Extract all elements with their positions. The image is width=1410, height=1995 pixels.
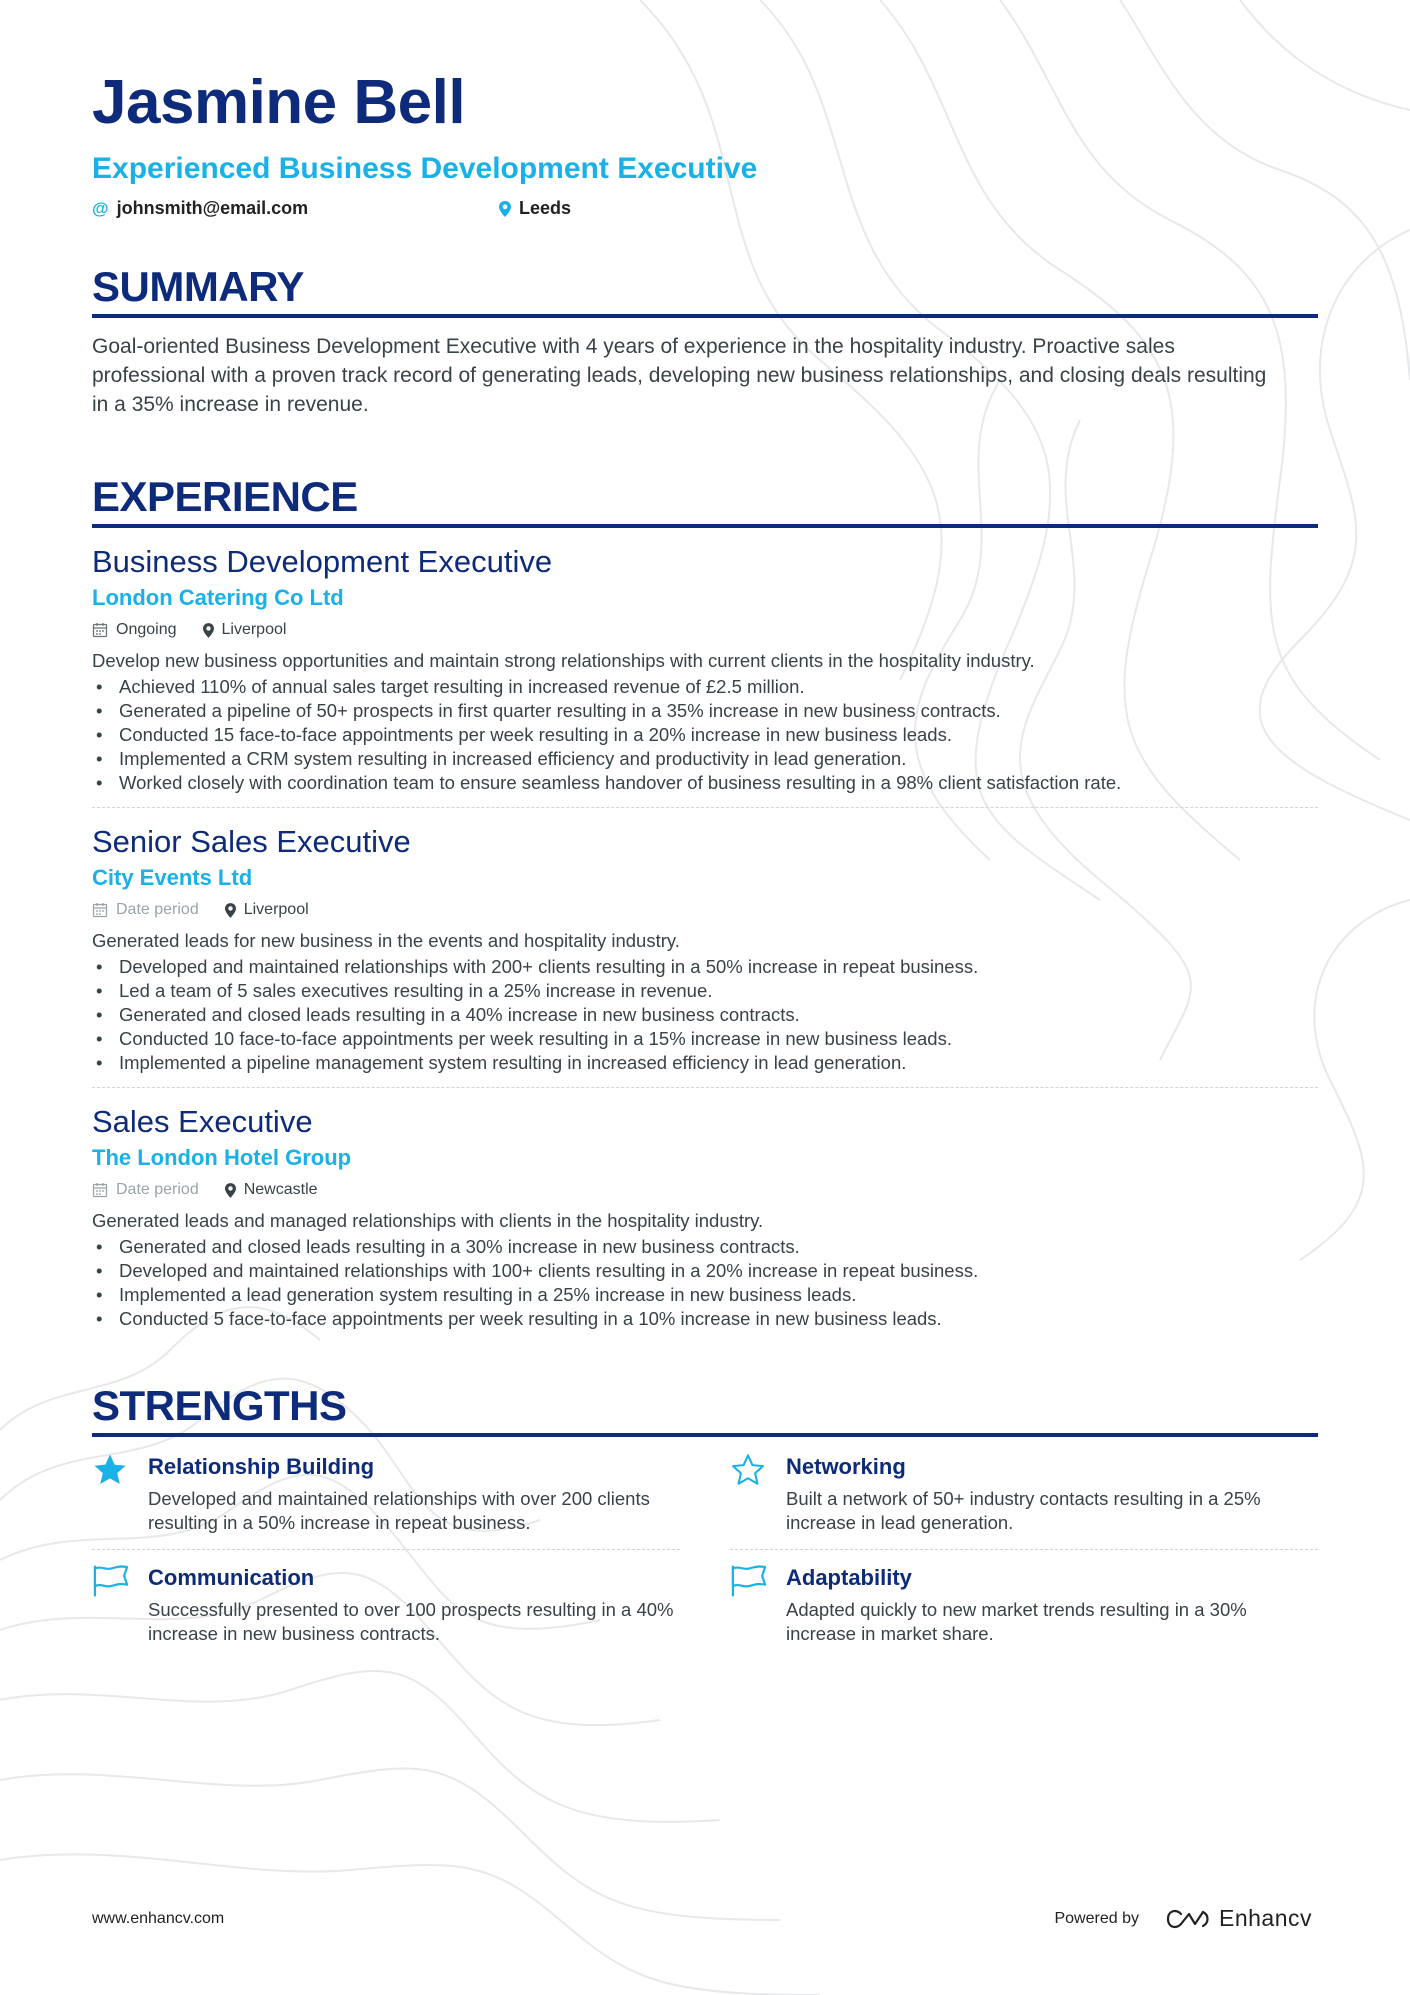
list-item: • Generated a pipeline of 50+ prospects in first quarter resulting in a 35% increase in new business contracts. <box>92 699 1318 723</box>
strengths-grid <box>92 1453 1318 1646</box>
location-text: Leeds <box>519 198 572 218</box>
job-description: Generated leads for new business in the events and hospitality industry. <box>92 930 680 951</box>
list-item: • Achieved 110% of annual sales target resulting in increased revenue of £2.5 million. <box>92 675 1318 699</box>
candidate-name: Jasmine Bell <box>92 68 466 137</box>
job-company: The London Hotel Group <box>92 1145 352 1170</box>
job-meta <box>92 1181 1318 1199</box>
job-location-text: Liverpool <box>243 901 309 918</box>
strength-description: Successfully presented to over 100 prospects resulting in a 40% increase in new business contracts. <box>148 1599 674 1644</box>
job-meta <box>92 621 1318 639</box>
enhancv-logo[interactable] <box>1165 1905 1312 1932</box>
job-company: London Catering Co Ltd <box>92 585 344 610</box>
divider <box>730 1549 1318 1550</box>
job-title: Business Development Executive <box>92 544 553 579</box>
brand-name: Enhancv <box>1218 1905 1312 1931</box>
flag-icon <box>92 1564 148 1646</box>
job-date-text: Date period <box>116 901 199 918</box>
job-location-text: Newcastle <box>243 1181 318 1198</box>
star-outline-icon <box>730 1453 786 1535</box>
job-bullets <box>92 955 1318 1075</box>
enhancv-logo-icon <box>1165 1907 1211 1931</box>
job-location <box>225 901 309 919</box>
strength-item <box>730 1564 1318 1646</box>
job-date <box>92 1181 199 1199</box>
resume-page <box>92 68 1318 1646</box>
candidate-title: Experienced Business Development Executive <box>92 152 758 185</box>
summary-heading: SUMMARY <box>92 266 1318 318</box>
strength-description: Developed and maintained relationships with over 200 clients resulting in a 50% increase in repeat business. <box>148 1488 650 1533</box>
experience-heading: EXPERIENCE <box>92 476 1318 528</box>
divider <box>92 1549 680 1550</box>
list-item: • Developed and maintained relationships with 200+ clients resulting in a 50% increase in repeat business. <box>92 955 1318 979</box>
list-item: • Conducted 15 face-to-face appointments per week resulting in a 20% increase in new business leads. <box>92 723 1318 747</box>
contact-location <box>499 198 571 219</box>
job-bullets <box>92 1235 1318 1331</box>
strength-title: Relationship Building <box>148 1454 375 1479</box>
strength-description: Adapted quickly to new market trends resulting in a 30% increase in market share. <box>786 1599 1247 1644</box>
strength-title: Communication <box>148 1565 315 1590</box>
contact-row <box>92 198 1318 219</box>
powered-by <box>1054 1905 1312 1932</box>
strength-title: Networking <box>786 1454 906 1479</box>
list-item: • Implemented a pipeline management system resulting in increased efficiency in lead generation. <box>92 1051 1318 1075</box>
email-text: johnsmith@email.com <box>116 198 309 218</box>
calendar-icon <box>92 622 108 638</box>
strength-item <box>92 1453 680 1535</box>
job-entry <box>92 808 1318 1088</box>
summary-text: Goal-oriented Business Development Executive with 4 years of experience in the hospitality industry. Proactive sales professional with a proven track record of generating leads, developing new business relationships, and closing deals resulting in a 35% increase in revenue. <box>92 335 1267 416</box>
job-company: City Events Ltd <box>92 865 253 890</box>
job-date-text: Date period <box>116 1181 199 1198</box>
list-item: • Worked closely with coordination team to ensure seamless handover of business resulting in a 98% client satisfaction rate. <box>92 771 1318 795</box>
location-pin-icon <box>225 903 236 918</box>
job-location <box>225 1181 318 1199</box>
flag-icon <box>730 1564 786 1646</box>
job-title: Senior Sales Executive <box>92 824 411 859</box>
job-date <box>92 621 177 639</box>
calendar-icon <box>92 902 108 918</box>
location-pin-icon <box>499 201 511 217</box>
job-location <box>203 621 287 639</box>
location-pin-icon <box>225 1183 236 1198</box>
calendar-icon <box>92 1182 108 1198</box>
list-item: • Implemented a lead generation system resulting in a 25% increase in new business leads. <box>92 1283 1318 1307</box>
powered-by-label: Powered by <box>1054 1909 1139 1927</box>
location-pin-icon <box>203 623 214 638</box>
footer-website-link[interactable]: www.enhancv.com <box>92 1909 225 1927</box>
strength-title: Adaptability <box>786 1565 912 1590</box>
strength-item <box>730 1453 1318 1535</box>
list-item: • Generated and closed leads resulting in a 40% increase in new business contracts. <box>92 1003 1318 1027</box>
list-item: • Led a team of 5 sales executives resulting in a 25% increase in revenue. <box>92 979 1318 1003</box>
star-filled-icon <box>92 1453 148 1535</box>
job-description: Generated leads and managed relationships with clients in the hospitality industry. <box>92 1210 764 1231</box>
list-item: • Conducted 10 face-to-face appointments per week resulting in a 15% increase in new business leads. <box>92 1027 1318 1051</box>
job-bullets <box>92 675 1318 795</box>
strength-item <box>92 1564 680 1646</box>
list-item: • Developed and maintained relationships with 100+ clients resulting in a 20% increase in repeat business. <box>92 1259 1318 1283</box>
at-sign-icon: @ <box>92 198 109 218</box>
job-meta <box>92 901 1318 919</box>
job-entry <box>92 1088 1318 1331</box>
strengths-heading: STRENGTHS <box>92 1385 1318 1437</box>
list-item: • Implemented a CRM system resulting in increased efficiency and productivity in lead generation. <box>92 747 1318 771</box>
job-title: Sales Executive <box>92 1104 313 1139</box>
job-date <box>92 901 199 919</box>
job-location-text: Liverpool <box>221 621 287 638</box>
contact-email[interactable] <box>92 198 499 219</box>
footer <box>92 1905 1312 1932</box>
job-entry <box>92 528 1318 808</box>
job-description: Develop new business opportunities and maintain strong relationships with current clients in the hospitality industry. <box>92 650 1035 671</box>
list-item: • Conducted 5 face-to-face appointments per week resulting in a 10% increase in new business leads. <box>92 1307 1318 1331</box>
job-date-text: Ongoing <box>116 621 177 638</box>
strength-description: Built a network of 50+ industry contacts resulting in a 25% increase in lead generation. <box>786 1488 1261 1533</box>
list-item: • Generated and closed leads resulting in a 30% increase in new business contracts. <box>92 1235 1318 1259</box>
